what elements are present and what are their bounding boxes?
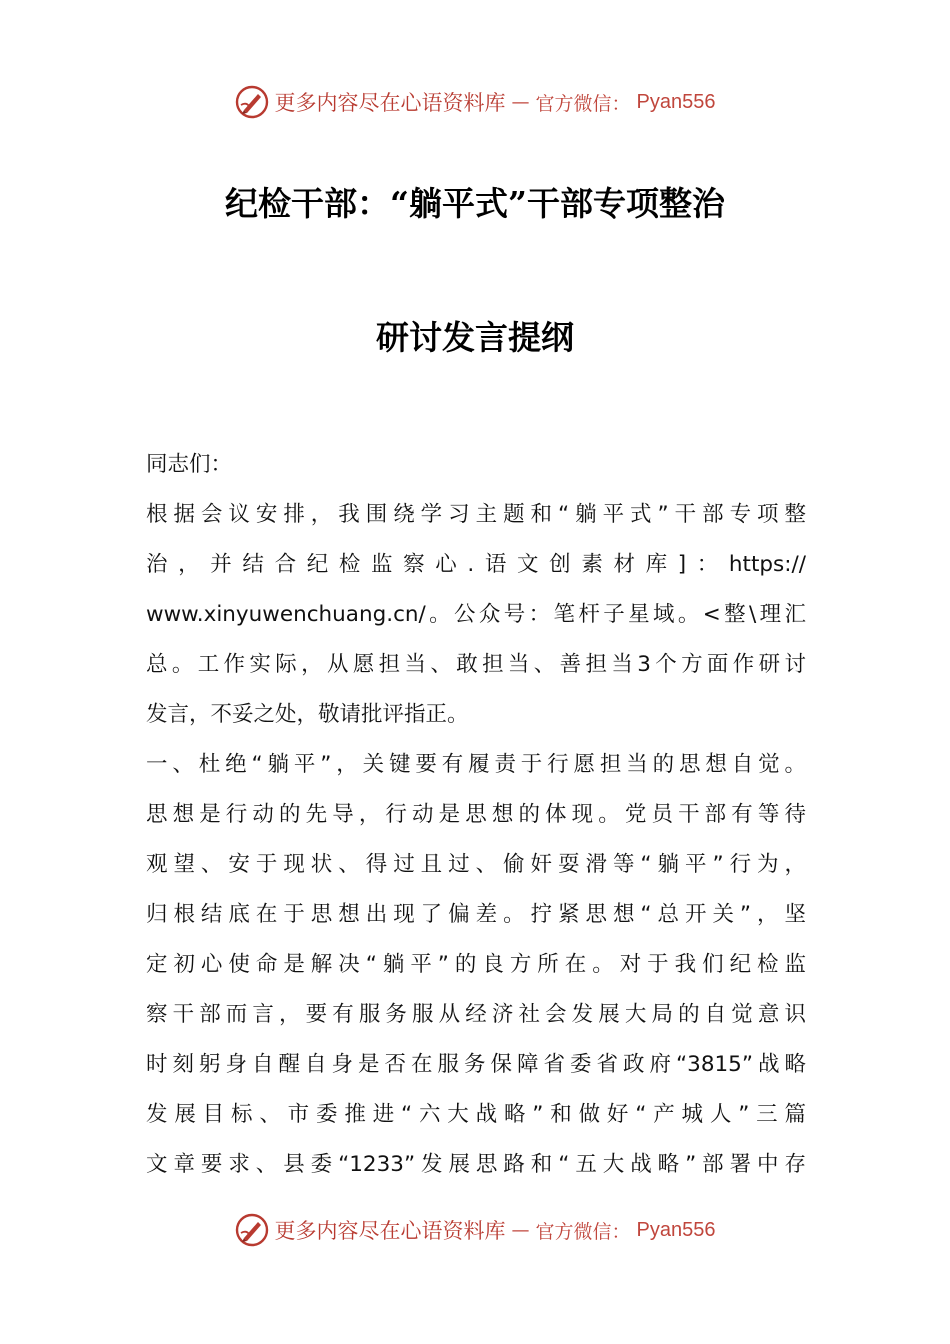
body-line: 发展目标、市委推进“六大战略”和做好“产城人”三篇: [146, 1102, 806, 1127]
body-line: 时刻躬身自醒自身是否在服务保障省委省政府“3815”战略: [146, 1052, 806, 1077]
pen-logo-icon: [235, 1213, 269, 1247]
watermark-text: 更多内容尽在心语资料库: [274, 91, 506, 115]
body-line: 定初心使命是解决“躺平”的良方所在。对于我们纪检监: [146, 952, 806, 977]
watermark-separator: —: [511, 91, 530, 113]
body-line: 文章要求、县委“1233”发展思路和“五大战略”部署中存: [146, 1152, 806, 1177]
body-line: 总。工作实际，从愿担当、敢担当、善担当3个方面作研讨: [146, 652, 806, 677]
body-line: 根据会议安排，我围绕学习主题和“躺平式”干部专项整: [146, 502, 806, 527]
body-line: 治，并结合纪检监察心.语文创素材库]：https://: [146, 552, 806, 577]
watermark-wechat-id: Pyan556: [636, 90, 716, 113]
body-line: 归根结底在于思想出现了偏差。拧紧思想“总开关”，坚: [146, 902, 806, 927]
body-line: 观望、安于现状、得过且过、偷奸耍滑等“躺平”行为，: [146, 852, 806, 877]
body-line: 同志们：: [146, 452, 233, 477]
pen-logo-icon: [235, 85, 269, 119]
document-title-line-1: 纪检干部：“躺平式”干部专项整治: [225, 184, 725, 223]
watermark-label: 官方微信：: [535, 1220, 631, 1243]
watermark-banner-top: [0, 82, 950, 122]
watermark-separator: —: [511, 1219, 530, 1241]
watermark-wechat-id: Pyan556: [636, 1218, 716, 1241]
watermark-text: 更多内容尽在心语资料库: [274, 1219, 506, 1243]
body-line: 察干部而言，要有服务服从经济社会发展大局的自觉意识: [146, 1002, 806, 1027]
body-line: 思想是行动的先导，行动是思想的体现。党员干部有等待: [146, 802, 806, 827]
body-line: 发言，不妥之处，敬请批评指正。: [146, 702, 469, 727]
document-title-line-2: 研讨发言提纲: [376, 318, 574, 357]
body-line: www.xinyuwenchuang.cn/。公众号：笔杆子星域。<整\理汇: [146, 602, 806, 627]
body-line: 一、杜绝“躺平”，关键要有履责于行愿担当的思想自觉。: [146, 752, 806, 777]
watermark-label: 官方微信：: [535, 92, 631, 115]
watermark-banner-bottom: [0, 1210, 950, 1250]
document-body: [146, 440, 806, 1190]
